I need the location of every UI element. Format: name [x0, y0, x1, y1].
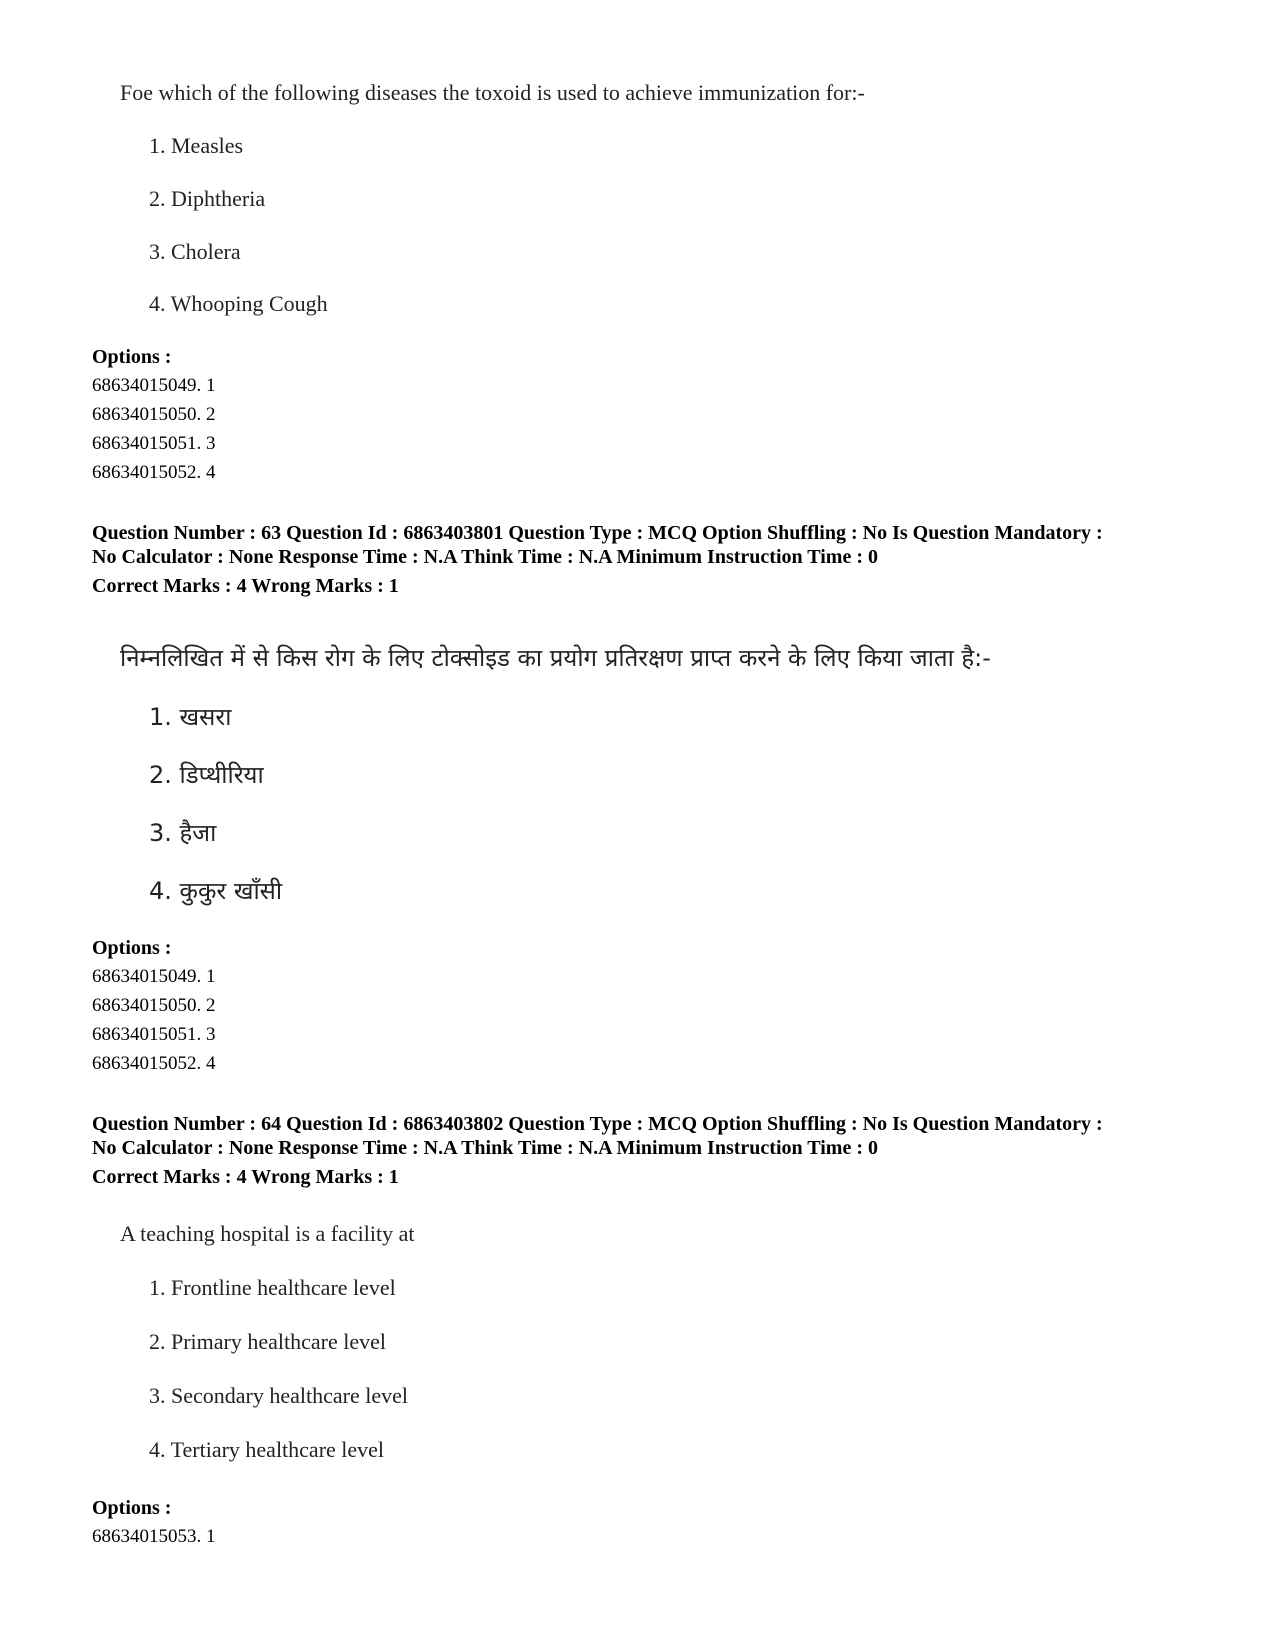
question-64-marks: Correct Marks : 4 Wrong Marks : 1 — [92, 1166, 399, 1188]
question-62-option-id-3: 68634015051. 3 — [92, 433, 216, 454]
question-62-options-label: Options : — [92, 346, 172, 368]
question-63-option-id-4: 68634015052. 4 — [92, 1053, 216, 1074]
question-63-choice-1: 1. खसरा — [149, 703, 232, 731]
question-64-meta-line-2: No Calculator : None Response Time : N.A Think Time : N.A Minimum Instruction Time : 0 — [92, 1137, 878, 1159]
question-62-choice-2: 2. Diphtheria — [149, 186, 266, 211]
question-64-stem: A teaching hospital is a facility at — [120, 1221, 415, 1246]
question-63-option-id-2: 68634015050. 2 — [92, 995, 216, 1016]
question-64-options-label: Options : — [92, 1497, 172, 1519]
question-63-choice-4: 4. कुकुर खाँसी — [149, 877, 283, 905]
question-64-choice-2: 2. Primary healthcare level — [149, 1329, 387, 1354]
question-64-choice-1: 1. Frontline healthcare level — [149, 1275, 396, 1300]
question-63-option-id-1: 68634015049. 1 — [92, 966, 216, 987]
question-63-options-label: Options : — [92, 937, 172, 959]
question-62-option-id-1: 68634015049. 1 — [92, 375, 216, 396]
question-64-option-id-1: 68634015053. 1 — [92, 1526, 216, 1547]
question-63-option-id-3: 68634015051. 3 — [92, 1024, 216, 1045]
question-62-choice-1: 1. Measles — [149, 133, 244, 158]
question-63-meta-line-2: No Calculator : None Response Time : N.A Think Time : N.A Minimum Instruction Time : 0 — [92, 546, 878, 568]
question-62-choice-3: 3. Cholera — [149, 239, 241, 264]
question-62-option-id-2: 68634015050. 2 — [92, 404, 216, 425]
question-64-choice-4: 4. Tertiary healthcare level — [149, 1437, 385, 1462]
question-63-marks: Correct Marks : 4 Wrong Marks : 1 — [92, 575, 399, 597]
question-63-stem: निम्नलिखित में से किस रोग के लिए टोक्सोइड का प्रयोग प्रतिरक्षण प्राप्त करने के लिए किया जाता है:- — [120, 644, 991, 672]
question-62-choice-4: 4. Whooping Cough — [149, 291, 328, 316]
question-62-option-id-4: 68634015052. 4 — [92, 462, 216, 483]
question-63-meta-line-1: Question Number : 63 Question Id : 6863403801 Question Type : MCQ Option Shuffling : No Is Question Mandatory : — [92, 522, 1103, 544]
question-64-choice-3: 3. Secondary healthcare level — [149, 1383, 408, 1408]
question-64-meta-line-1: Question Number : 64 Question Id : 6863403802 Question Type : MCQ Option Shuffling : No Is Question Mandatory : — [92, 1113, 1103, 1135]
question-63-choice-3: 3. हैजा — [149, 819, 217, 847]
question-62-stem: Foe which of the following diseases the toxoid is used to achieve immunization for:- — [120, 80, 865, 105]
question-63-choice-2: 2. डिप्थीरिया — [149, 761, 264, 789]
